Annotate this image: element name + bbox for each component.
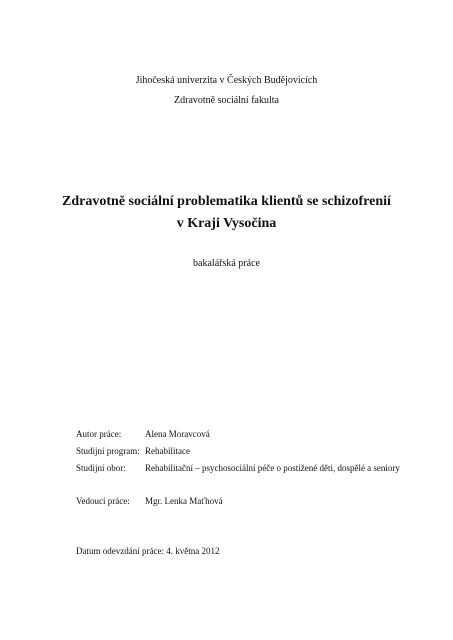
thesis-title-line-2: v Kraji Vysočina bbox=[176, 216, 277, 231]
submission-date: Datum odevzdání práce: 4. května 2012 bbox=[76, 546, 220, 556]
author-row bbox=[76, 428, 416, 440]
field-label: Studijní obor: bbox=[76, 463, 126, 473]
program-value: Rehabilitace bbox=[145, 446, 190, 456]
field-row bbox=[76, 462, 416, 478]
supervisor-label: Vedoucí práce: bbox=[76, 496, 130, 506]
field-value: Rehabilitační – psychosociální péče o postižené děti, dospělé a seniory bbox=[145, 463, 400, 473]
author-label: Autor práce: bbox=[76, 429, 122, 439]
supervisor-value: Mgr. Lenka Maťhová bbox=[145, 496, 223, 506]
thesis-type: bakalářská práce bbox=[193, 258, 260, 269]
program-row bbox=[76, 445, 416, 457]
faculty-name: Zdravotně sociální fakulta bbox=[174, 95, 279, 106]
thesis-title-line-1: Zdravotně sociální problematika klientů se schizofrenií bbox=[62, 194, 391, 209]
author-value: Alena Moravcová bbox=[145, 429, 210, 439]
supervisor-row bbox=[76, 495, 416, 507]
thesis-details bbox=[76, 428, 416, 512]
program-label: Studijní program: bbox=[76, 446, 140, 456]
university-name: Jihočeská univerzita v Českých Budějovicích bbox=[135, 75, 318, 86]
